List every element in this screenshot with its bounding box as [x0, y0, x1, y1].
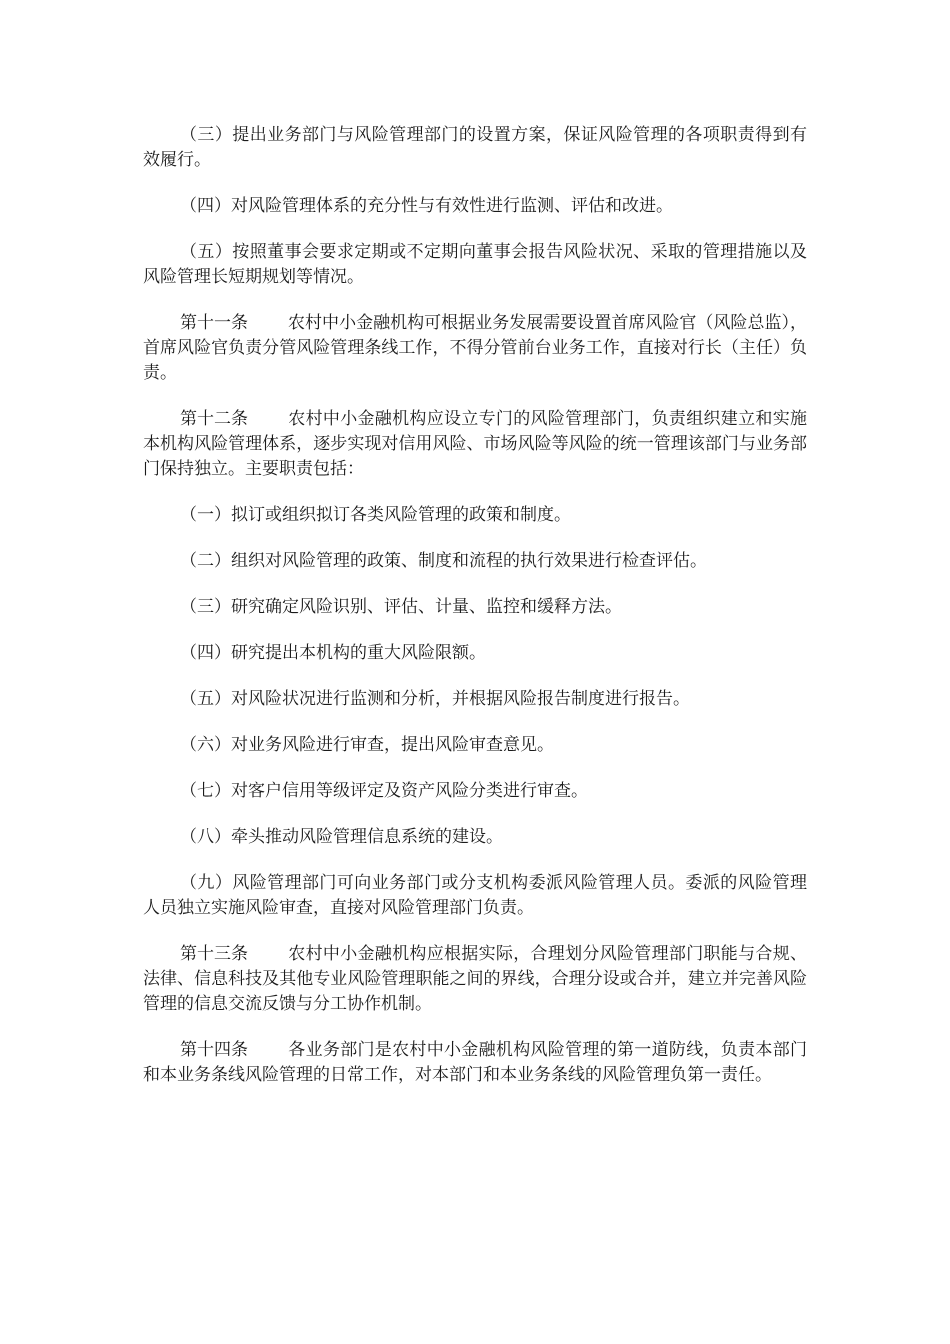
paragraph-text: 农村中小金融机构应设立专门的风险管理部门，负责组织建立和实施本机构风险管理体系，逐步实现对信用风险、市场风险等风险的统一管理该部门与业务部门保持独立。主要职责包括：	[143, 409, 807, 479]
clause-paragraph	[143, 194, 807, 219]
paragraph-text: （四）研究提出本机构的重大风险限额。	[180, 643, 486, 663]
paragraph-text: （七）对客户信用等级评定及资产风险分类进行审查。	[180, 781, 588, 801]
clause-paragraph	[143, 595, 807, 620]
article-paragraph	[143, 311, 807, 386]
paragraph-text: 各业务部门是农村中小金融机构风险管理的第一道防线，负责本部门和本业务条线风险管理的日常工作，对本部门和本业务条线的风险管理负第一责任。	[143, 1040, 807, 1085]
paragraph-text: 农村中小金融机构应根据实际，合理划分风险管理部门职能与合规、法律、信息科技及其他专业风险管理职能之间的界线，合理分设或合并，建立并完善风险管理的信息交流反馈与分工协作机制。	[143, 944, 807, 1014]
clause-paragraph	[143, 123, 807, 173]
clause-paragraph	[143, 687, 807, 712]
paragraph-text: （六）对业务风险进行审查，提出风险审查意见。	[180, 735, 554, 755]
paragraph-text: （八）牵头推动风险管理信息系统的建设。	[180, 827, 503, 847]
clause-paragraph	[143, 503, 807, 528]
clause-paragraph	[143, 549, 807, 574]
article-number: 第十一条	[180, 313, 248, 333]
article-paragraph	[143, 1038, 807, 1088]
article-paragraph	[143, 407, 807, 482]
paragraph-text: （一）拟订或组织拟订各类风险管理的政策和制度。	[180, 505, 571, 525]
paragraph-text: （二）组织对风险管理的政策、制度和流程的执行效果进行检查评估。	[180, 551, 707, 571]
clause-paragraph	[143, 871, 807, 921]
article-number: 第十四条	[180, 1040, 248, 1060]
paragraph-text: （三）研究确定风险识别、评估、计量、监控和缓释方法。	[180, 597, 622, 617]
clause-paragraph	[143, 641, 807, 666]
clause-paragraph	[143, 779, 807, 804]
clause-paragraph	[143, 240, 807, 290]
paragraph-text: （九）风险管理部门可向业务部门或分支机构委派风险管理人员。委派的风险管理人员独立实施风险审查，直接对风险管理部门负责。	[143, 873, 807, 918]
paragraph-text: （三）提出业务部门与风险管理部门的设置方案，保证风险管理的各项职责得到有效履行。	[143, 125, 807, 170]
paragraph-text: （五）按照董事会要求定期或不定期向董事会报告风险状况、采取的管理措施以及风险管理长短期规划等情况。	[143, 242, 807, 287]
paragraph-text: （五）对风险状况进行监测和分析，并根据风险报告制度进行报告。	[180, 689, 690, 709]
article-number: 第十三条	[180, 944, 248, 964]
document-body	[143, 123, 807, 1109]
clause-paragraph	[143, 825, 807, 850]
paragraph-text: （四）对风险管理体系的充分性与有效性进行监测、评估和改进。	[180, 196, 673, 216]
article-number: 第十二条	[180, 409, 248, 429]
article-paragraph	[143, 942, 807, 1017]
paragraph-text: 农村中小金融机构可根据业务发展需要设置首席风险官（风险总监），首席风险官负责分管风险管理条线工作，不得分管前台业务工作，直接对行长（主任）负责。	[143, 313, 807, 383]
clause-paragraph	[143, 733, 807, 758]
